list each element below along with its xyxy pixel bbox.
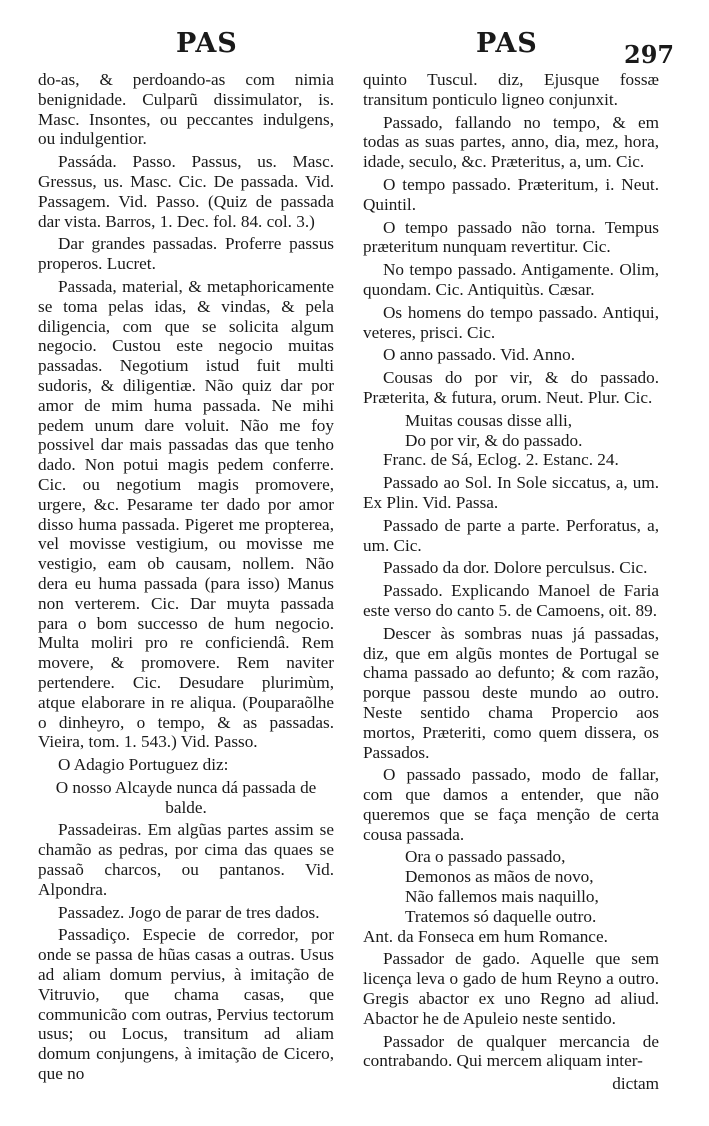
paragraph: O tempo passado não torna. Tempus præteritum nunquam revertitur. Cic. [363, 217, 659, 257]
paragraph: Cousas do por vir, & do passado. Præterita, & futura, orum. Neut. Plur. Cic. [363, 368, 659, 407]
paragraph: Dar grandes passadas. Proferre passus properos. Lucret. [38, 234, 334, 274]
left-column [38, 70, 334, 1087]
paragraph: Passador de qualquer mercancia de contrabando. Qui mercem aliquam inter- [363, 1031, 659, 1071]
paragraph: Ant. da Fonseca em hum Romance. [363, 926, 608, 946]
paragraph: Passado, fallando no tempo, & em todas as suas partes, anno, dia, mez, hora, idade, seculo, &c. Præteritus, a, um. Cic. [363, 112, 659, 172]
verse-line: Muitas cousas disse alli, [405, 410, 573, 430]
paragraph: Passado da dor. Dolore perculsus. Cic. [383, 558, 648, 578]
paragraph: O anno passado. Vid. Anno. [383, 345, 575, 365]
verse-line: Não fallemos mais naquillo, [405, 887, 599, 907]
page-number: 297 [624, 40, 675, 69]
paragraph: Passadiço. Especie de corredor, por onde se passa de hũas casas a outras. Usus ad aliam domum pervius, à imitação de Vitruvio, que chama casas, que communicão com outras, Pervius tectorum usus; ou Locus, transitum ad aliam domum conjungens, à imitação de Cicero, que no [38, 925, 334, 1084]
header-left: PAS [176, 28, 238, 59]
paragraph: O Adagio Portuguez diz: [58, 755, 229, 775]
paragraph: do-as, & perdoando-as com nimia benignidade. Culparũ dissimulator, is. Masc. Insontes, ou peccantes indulgens, ou indulgentior. [38, 70, 334, 149]
verse-line: Demonos as mãos de novo, [405, 867, 594, 887]
paragraph: Passado ao Sol. In Sole siccatus, a, um. Ex Plin. Vid. Passa. [363, 473, 659, 512]
catchword: dictam [612, 1074, 659, 1094]
paragraph: Os homens do tempo passado. Antiqui, veteres, prisci. Cic. [363, 302, 659, 342]
section-heading: O nosso Alcayde nunca dá passada de balde. [55, 777, 317, 817]
paragraph: O passado passado, modo de fallar, com que damos a entender, que não queremos que se faça menção de certa cousa passada. [363, 765, 659, 844]
paragraph: Passadeiras. Em algũas partes assim se chamão as pedras, por cima das quaes se passaõ charcos, ou pantanos. Vid. Alpondra. [38, 820, 334, 899]
right-column [363, 70, 659, 1097]
verse-line: Tratemos só daquelle outro. [405, 906, 597, 926]
paragraph: Passador de gado. Aquelle que sem licença leva o gado de hum Reyno a outro. Gregis abactor ex uno Regno ad aliud. Abactor he de Apuleio neste sentido. [363, 949, 659, 1028]
paragraph: Passada, material, & metaphoricamente se toma pelas idas, & vindas, & pela diligencia, com que se solicita algum negocio. Custou este negocio muitas passadas. Negotium istud fuit multi sudoris, & diligentiæ. Não quiz dar por amor de mim huma passada. Ne mihi pedem unum dare voluit. Não me foy possivel dar mais passadas das que tenho dado. Non potui magis pedem conferre. Cic. ou negotium magis promovere, urgere, &c. Pesarame ter dado por amor disso huma passada. Pigeret me propterea, vel movisse vestigium, ou movisse me vestigio, eam ob causam, nollem. Não dera eu huma passada (para isso) Manus non verterem. Cic. Dar muyta passada para o bom successo de hum negocio. Multa moliri pro re conficiendâ. Rem movere, & promovere. Rem naviter pertendere. Cic. Desudare plurimùm, atque elaborare in re aliqua. (Pouparaõlhe o dinheyro, o tempo, & as passadas. Vieira, tom. 1. 543.) Vid. Passo. [38, 276, 334, 752]
paragraph: O tempo passado. Præteritum, i. Neut. Quintil. [363, 174, 659, 214]
paragraph: Passado. Explicando Manoel de Faria este verso do canto 5. de Camoens, oit. 89. [363, 581, 659, 620]
verse-line: Do por vir, & do passado. [405, 430, 583, 450]
paragraph: No tempo passado. Antigamente. Olim, quondam. Cic. Antiquitùs. Cæsar. [363, 260, 659, 299]
header-right: PAS [476, 28, 538, 59]
paragraph: quinto Tuscul. diz, Ejusque fossæ transitum ponticulo ligneo conjunxit. [363, 70, 659, 109]
paragraph: Franc. de Sá, Eclog. 2. Estanc. 24. [383, 450, 619, 470]
paragraph: Passáda. Passo. Passus, us. Masc. Gressus, us. Masc. Cic. De passada. Vid. Passagem. Vid. Passo. (Quiz de passada dar vista. Barros, 1. Dec. fol. 84. col. 3.) [38, 152, 334, 231]
paragraph: Passado de parte a parte. Perforatus, a, um. Cic. [363, 515, 659, 555]
verse-line: Ora o passado passado, [405, 847, 566, 867]
paragraph: Descer às sombras nuas já passadas, diz, que em algũs montes de Portugal se chama passado ao defunto; & com razão, porque passou deste mundo ao outro. Neste sentido chama Propercio aos mortos, Præteriti, como quem dissera, os Passados. [363, 623, 659, 762]
paragraph: Passadez. Jogo de parar de tres dados. [58, 902, 320, 922]
